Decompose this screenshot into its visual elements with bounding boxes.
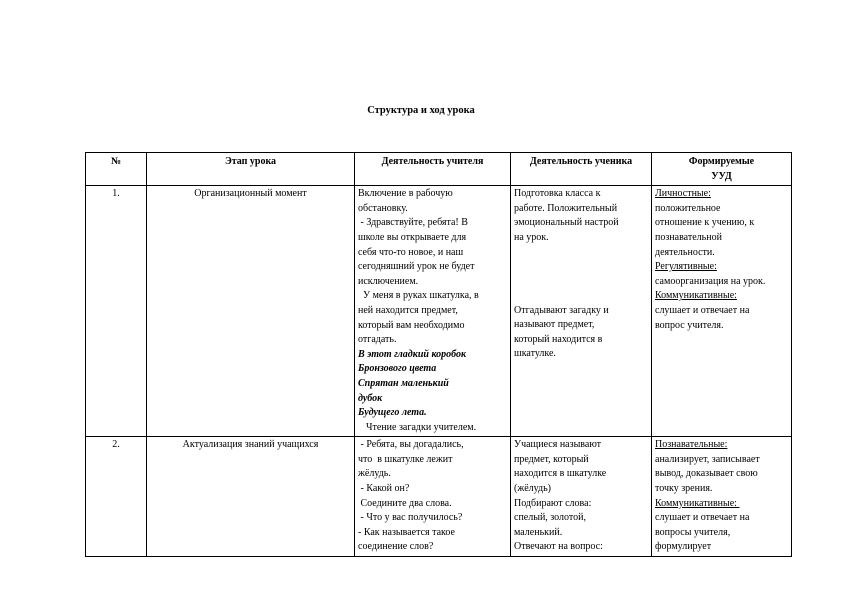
text-line: сегодняшний урок не будет bbox=[358, 261, 475, 273]
row-teacher-activity bbox=[355, 437, 511, 557]
text-line: слушает и отвечает на bbox=[655, 304, 750, 316]
text-line: что в шкатулке лежит bbox=[358, 453, 453, 465]
text-line: обстановку. bbox=[358, 202, 408, 214]
uud-regulatory-label: Регулятивные: bbox=[655, 261, 717, 273]
row-teacher-activity bbox=[355, 186, 511, 437]
riddle-line: Будущего лета. bbox=[358, 407, 427, 419]
text-line: Подбирают слова: bbox=[514, 497, 592, 509]
header-teacher: Деятельность учителя bbox=[355, 153, 511, 186]
header-stage: Этап урока bbox=[147, 153, 355, 186]
text-line: эмоциональный настрой bbox=[514, 217, 619, 229]
spacer bbox=[514, 246, 648, 304]
header-uud bbox=[652, 153, 792, 186]
text-line: отношение к учению, к bbox=[655, 217, 755, 229]
text-line: деятельности. bbox=[655, 246, 715, 258]
table-row bbox=[86, 437, 792, 557]
text-line: Включение в рабочую bbox=[358, 188, 453, 200]
row-student-activity bbox=[511, 186, 652, 437]
row-uud bbox=[652, 186, 792, 437]
text-line: - Ребята, вы догадались, bbox=[358, 439, 464, 451]
uud-communicative-label: Коммуникативные: bbox=[655, 290, 737, 302]
text-line: ней находится предмет, bbox=[358, 304, 458, 316]
text-line: положительное bbox=[655, 202, 721, 214]
text-line: Подготовка класса к bbox=[514, 188, 601, 200]
header-uud-line2: УУД bbox=[711, 170, 732, 182]
text-line: работе. Положительный bbox=[514, 202, 618, 214]
text-line: который вам необходимо bbox=[358, 319, 465, 331]
text-line: (жёлудь) bbox=[514, 483, 552, 495]
text-line: Отвечают на вопрос: bbox=[514, 541, 603, 553]
uud-cognitive-label: Познавательные: bbox=[655, 439, 728, 451]
riddle-line: Спрятан маленький bbox=[358, 377, 449, 389]
row-num: 2. bbox=[86, 437, 147, 557]
text-line: вывод, доказывает свою bbox=[655, 468, 758, 480]
lesson-structure-table bbox=[85, 152, 792, 557]
row-uud bbox=[652, 437, 792, 557]
header-num: № bbox=[86, 153, 147, 186]
text-line: жёлудь. bbox=[358, 468, 391, 480]
row-num: 1. bbox=[86, 186, 147, 437]
text-line: исключением. bbox=[358, 275, 419, 287]
text-line: У меня в руках шкатулка, в bbox=[358, 290, 479, 302]
text-line: себя что-то новое, и наш bbox=[358, 246, 464, 258]
text-line: Соедините два слова. bbox=[358, 497, 452, 509]
text-line: спелый, золотой, bbox=[514, 512, 586, 524]
text-line: который находится в bbox=[514, 333, 603, 345]
text-line: вопросы учителя, bbox=[655, 526, 731, 538]
text-line: школе вы открываете для bbox=[358, 231, 467, 243]
text-line: Отгадывают загадку и bbox=[514, 304, 609, 316]
text-line: маленький. bbox=[514, 526, 563, 538]
row-stage: Организационный момент bbox=[147, 186, 355, 437]
text-line: - Здравствуйте, ребята! В bbox=[358, 217, 468, 229]
text-line: формулирует bbox=[655, 541, 712, 553]
riddle-line: дубок bbox=[358, 392, 383, 404]
riddle-line: В этот гладкий коробок bbox=[358, 348, 467, 360]
text-line: на урок. bbox=[514, 231, 549, 243]
riddle-line: Бронзового цвета bbox=[358, 363, 437, 375]
text-line: предмет, который bbox=[514, 453, 589, 465]
header-student: Деятельность ученика bbox=[511, 153, 652, 186]
uud-communicative-label: Коммуникативные: bbox=[655, 497, 740, 509]
text-line: анализирует, записывает bbox=[655, 453, 760, 465]
text-line: шкатулке. bbox=[514, 348, 556, 360]
text-line: - Что у вас получилось? bbox=[358, 512, 463, 524]
text-line: - Как называется такое bbox=[358, 526, 455, 538]
text-line: Учащиеся называют bbox=[514, 439, 602, 451]
text-line: точку зрения. bbox=[655, 483, 713, 495]
text-line: - Какой он? bbox=[358, 483, 410, 495]
text-line: находится в шкатулке bbox=[514, 468, 607, 480]
text-line: самоорганизация на урок. bbox=[655, 275, 766, 287]
text-line: познавательной bbox=[655, 231, 722, 243]
row-student-activity bbox=[511, 437, 652, 557]
text-line: слушает и отвечает на bbox=[655, 512, 750, 524]
page-title: Структура и ход урока bbox=[367, 105, 475, 116]
text-line: Чтение загадки учителем. bbox=[366, 421, 477, 433]
table-header-row bbox=[86, 153, 792, 186]
text-line: соединение слов? bbox=[358, 541, 434, 553]
text-line: отгадать. bbox=[358, 334, 397, 346]
text-line: вопрос учителя. bbox=[655, 319, 724, 331]
uud-personal-label: Личностные: bbox=[655, 188, 711, 200]
text-line: называют предмет, bbox=[514, 319, 595, 331]
table-row bbox=[86, 186, 792, 437]
header-uud-line1: Формируемые bbox=[688, 156, 755, 167]
row-stage: Актуализация знаний учащихся bbox=[147, 437, 355, 557]
